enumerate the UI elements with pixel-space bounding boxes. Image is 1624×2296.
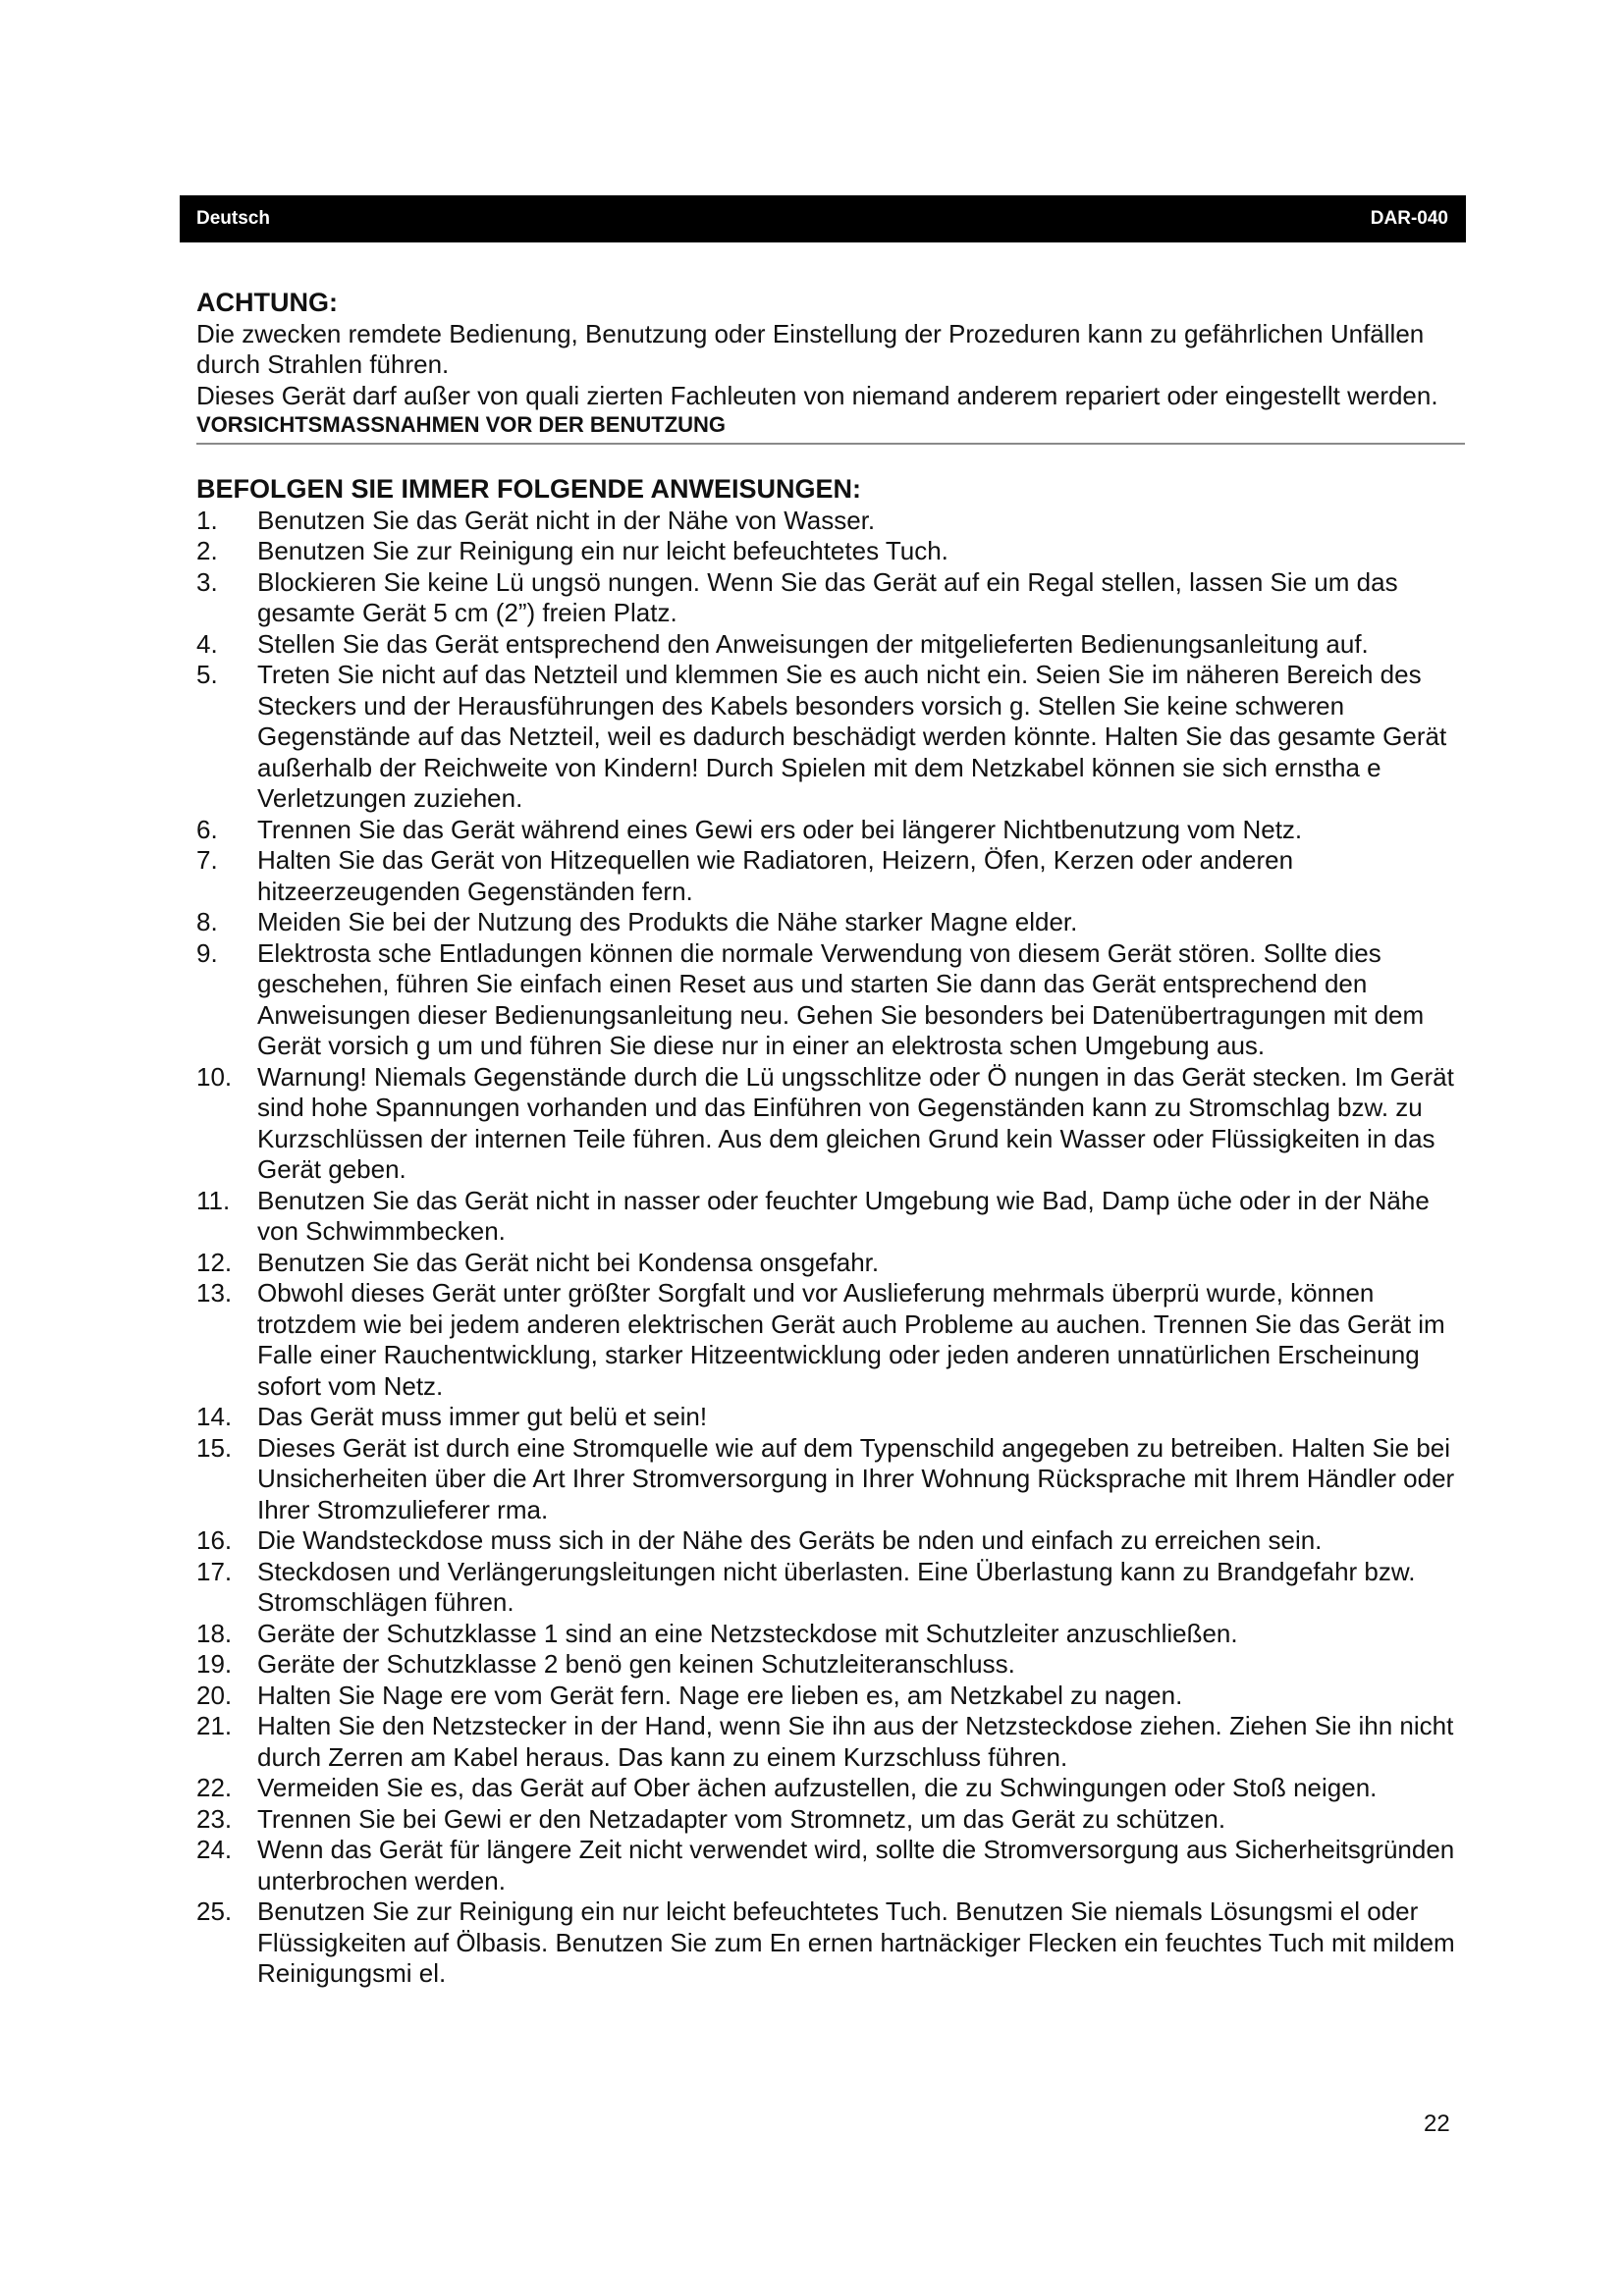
instruction-text: Trennen Sie bei Gewi er den Netzadapter vom Stromnetz, um das Gerät zu schützen. (257, 1803, 1226, 1834)
instruction-text: Stellen Sie das Gerät entsprechend den Anweisungen der mitgelieferten Bedienungsanleitung auf. (257, 628, 1369, 659)
instruction-number: 5. (196, 660, 218, 689)
section-heading: VORSICHTSMASSNAHMEN VOR DER BENUTZUNG (196, 411, 1465, 445)
warning-paragraph-2: Dieses Gerät darf außer von quali zierten Fachleuten von niemand anderem repariert oder eingestellt werden. (196, 380, 1438, 410)
instruction-item (196, 536, 1473, 567)
header-bar (180, 195, 1466, 242)
instruction-text: Dieses Gerät ist durch eine Stromquelle wie auf dem Typenschild angegeben zu betreiben. Halten Sie bei Unsicherheiten über die Art Ihrer Stromversorgung in Ihrer Wohnung Rücksprache mit Ihrem Händler oder Ihrer Stromzulieferer rma. (257, 1432, 1455, 1524)
instruction-text: Halten Sie Nage ere vom Gerät fern. Nage ere lieben es, am Netzkabel zu nagen. (257, 1680, 1183, 1710)
instruction-number: 12. (196, 1247, 233, 1277)
instruction-number: 1. (196, 505, 218, 535)
instruction-item (196, 1711, 1473, 1773)
instruction-item (196, 1402, 1473, 1433)
instruction-text: Benutzen Sie das Gerät nicht in der Nähe von Wasser. (257, 505, 876, 535)
instruction-item (196, 1278, 1473, 1402)
instruction-number: 8. (196, 907, 218, 936)
instruction-number: 4. (196, 628, 218, 659)
instruction-text: Benutzen Sie das Gerät nicht in nasser oder feuchter Umgebung wie Bad, Damp üche oder in der Nähe von Schwimmbecken. (257, 1185, 1430, 1246)
instruction-text: Blockieren Sie keine Lü ungsö nungen. Wenn Sie das Gerät auf ein Regal stellen, lassen Sie um das gesamte Gerät 5 cm (2”) freien Platz. (257, 566, 1398, 627)
instruction-item (196, 506, 1473, 537)
instruction-text: Steckdosen und Verlängerungsleitungen nicht überlasten. Eine Überlastung kann zu Brandgefahr bzw. Stromschlägen führen. (257, 1556, 1416, 1617)
instruction-text: Elektrosta sche Entladungen können die normale Verwendung von diesem Gerät stören. Sollte dies geschehen, führen Sie einfach einen Reset aus und starten Sie dann das Gerät entsprechend den Anweisungen dieser Bedienungsanleitung neu. Gehen Sie besonders bei Datenübertragungen mit dem Gerät vorsich g um und führen Sie diese nur in einer an elektrosta schen Umgebung aus. (257, 937, 1425, 1060)
instruction-item (196, 845, 1473, 907)
page-content (196, 288, 1473, 1990)
instruction-number: 7. (196, 845, 218, 875)
instruction-text: Halten Sie den Netzstecker in der Hand, wenn Sie ihn aus der Netzsteckdose ziehen. Ziehen Sie ihn nicht durch Zerren am Kabel heraus. Das kann zu einem Kurzschluss führen. (257, 1711, 1454, 1772)
instruction-item (196, 660, 1473, 815)
header-model: DAR-040 (1370, 208, 1448, 229)
instruction-item (196, 1649, 1473, 1681)
instructions-list (196, 506, 1473, 1990)
instruction-item (196, 1186, 1473, 1248)
instruction-number: 10. (196, 1061, 233, 1092)
instruction-number: 14. (196, 1402, 233, 1431)
page-number: 22 (1424, 2110, 1450, 2137)
instructions-title: BEFOLGEN SIE IMMER FOLGENDE ANWEISUNGEN: (196, 474, 862, 504)
instruction-item (196, 567, 1473, 629)
instruction-item (196, 1896, 1473, 1990)
instruction-number: 19. (196, 1649, 233, 1679)
header-language: Deutsch (196, 208, 270, 229)
instruction-number: 9. (196, 937, 218, 968)
warning-title: ACHTUNG: (196, 288, 338, 317)
instruction-number: 2. (196, 536, 218, 565)
warning-paragraph-1: Die zwecken remdete Bedienung, Benutzung oder Einstellung der Prozeduren kann zu gefährlichen Unfällen durch Strahlen führen. (196, 318, 1425, 379)
instruction-item (196, 1248, 1473, 1279)
instruction-text: Treten Sie nicht auf das Netzteil und klemmen Sie es auch nicht ein. Seien Sie im näheren Bereich des Steckers und der Herausführungen des Kabels besonders vorsich g. Stellen Sie keine schweren Gegenstände auf das Netzteil, weil es dadurch beschädigt werden könnte. Halten Sie das gesamte Gerät außerhalb der Reichweite von Kindern! Durch Spielen mit dem Netzkabel können sie sich ernstha e Verletzungen zuziehen. (257, 660, 1447, 813)
instruction-item (196, 1804, 1473, 1836)
instruction-text: Halten Sie das Gerät von Hitzequellen wie Radiatoren, Heizern, Öfen, Kerzen oder anderen hitzeerzeugenden Gegenständen fern. (257, 845, 1294, 906)
instruction-item (196, 629, 1473, 661)
instruction-item (196, 1773, 1473, 1804)
instruction-text: Geräte der Schutzklasse 2 benö gen keinen Schutzleiteranschluss. (257, 1649, 1015, 1679)
instruction-number: 16. (196, 1525, 233, 1555)
instruction-number: 18. (196, 1618, 233, 1648)
instruction-item (196, 1433, 1473, 1526)
instruction-number: 13. (196, 1278, 233, 1308)
instruction-number: 15. (196, 1432, 233, 1463)
instruction-number: 24. (196, 1835, 233, 1864)
instruction-text: Warnung! Niemals Gegenstände durch die Lü ungsschlitze oder Ö nungen in das Gerät stecken. Im Gerät sind hohe Spannungen vorhanden und das Einführen von Gegenständen kann zu Stromschlag bzw. zu Kurzschlüssen der internen Teile führen. Aus dem gleichen Grund kein Wasser oder Flüssigkeiten in das Gerät geben. (257, 1061, 1454, 1184)
instruction-number: 17. (196, 1556, 233, 1586)
instruction-text: Meiden Sie bei der Nutzung des Produkts die Nähe starker Magne elder. (257, 907, 1078, 936)
instruction-text: Benutzen Sie zur Reinigung ein nur leicht befeuchtetes Tuch. (257, 536, 948, 565)
instruction-item (196, 1619, 1473, 1650)
instruction-number: 11. (196, 1185, 231, 1215)
instruction-item (196, 1681, 1473, 1712)
instruction-text: Vermeiden Sie es, das Gerät auf Ober ächen aufzustellen, die zu Schwingungen oder Stoß neigen. (257, 1773, 1378, 1802)
instruction-text: Geräte der Schutzklasse 1 sind an eine Netzsteckdose mit Schutzleiter anzuschließen. (257, 1618, 1238, 1648)
instruction-number: 3. (196, 566, 218, 597)
instruction-number: 21. (196, 1711, 233, 1740)
instruction-number: 6. (196, 814, 218, 844)
instruction-item (196, 1525, 1473, 1557)
instruction-text: Trennen Sie das Gerät während eines Gewi ers oder bei längerer Nichtbenutzung vom Netz. (257, 814, 1303, 844)
instruction-number: 22. (196, 1773, 233, 1802)
instruction-number: 20. (196, 1680, 233, 1710)
instruction-item (196, 815, 1473, 846)
instruction-number: 25. (196, 1896, 233, 1926)
instruction-number: 23. (196, 1803, 233, 1834)
instruction-text: Benutzen Sie das Gerät nicht bei Kondensa onsgefahr. (257, 1247, 880, 1277)
instruction-item (196, 1835, 1473, 1896)
instruction-item (196, 1062, 1473, 1186)
instruction-text: Das Gerät muss immer gut belü et sein! (257, 1402, 708, 1431)
instruction-text: Benutzen Sie zur Reinigung ein nur leicht befeuchtetes Tuch. Benutzen Sie niemals Lösungsmi el oder Flüssigkeiten auf Ölbasis. Benutzen Sie zum En ernen hartnäckiger Flecken ein feuchtes Tuch mit mildem Reinigungsmi el. (257, 1896, 1455, 1988)
instruction-item (196, 1557, 1473, 1619)
instruction-item (196, 938, 1473, 1062)
instruction-text: Die Wandsteckdose muss sich in der Nähe des Geräts be nden und einfach zu erreichen sein. (257, 1525, 1323, 1555)
instruction-item (196, 907, 1473, 938)
instruction-text: Wenn das Gerät für längere Zeit nicht verwendet wird, sollte die Stromversorgung aus Sicherheitsgründen unterbrochen werden. (257, 1835, 1455, 1896)
instruction-text: Obwohl dieses Gerät unter größter Sorgfalt und vor Auslieferung mehrmals überprü wurde, können trotzdem wie bei jedem anderen elektrischen Gerät auch Probleme au auchen. Trennen Sie das Gerät im Falle einer Rauchentwicklung, starker Hitzeentwicklung oder jeden anderen unnatürlichen Erscheinung sofort vom Netz. (257, 1278, 1445, 1401)
